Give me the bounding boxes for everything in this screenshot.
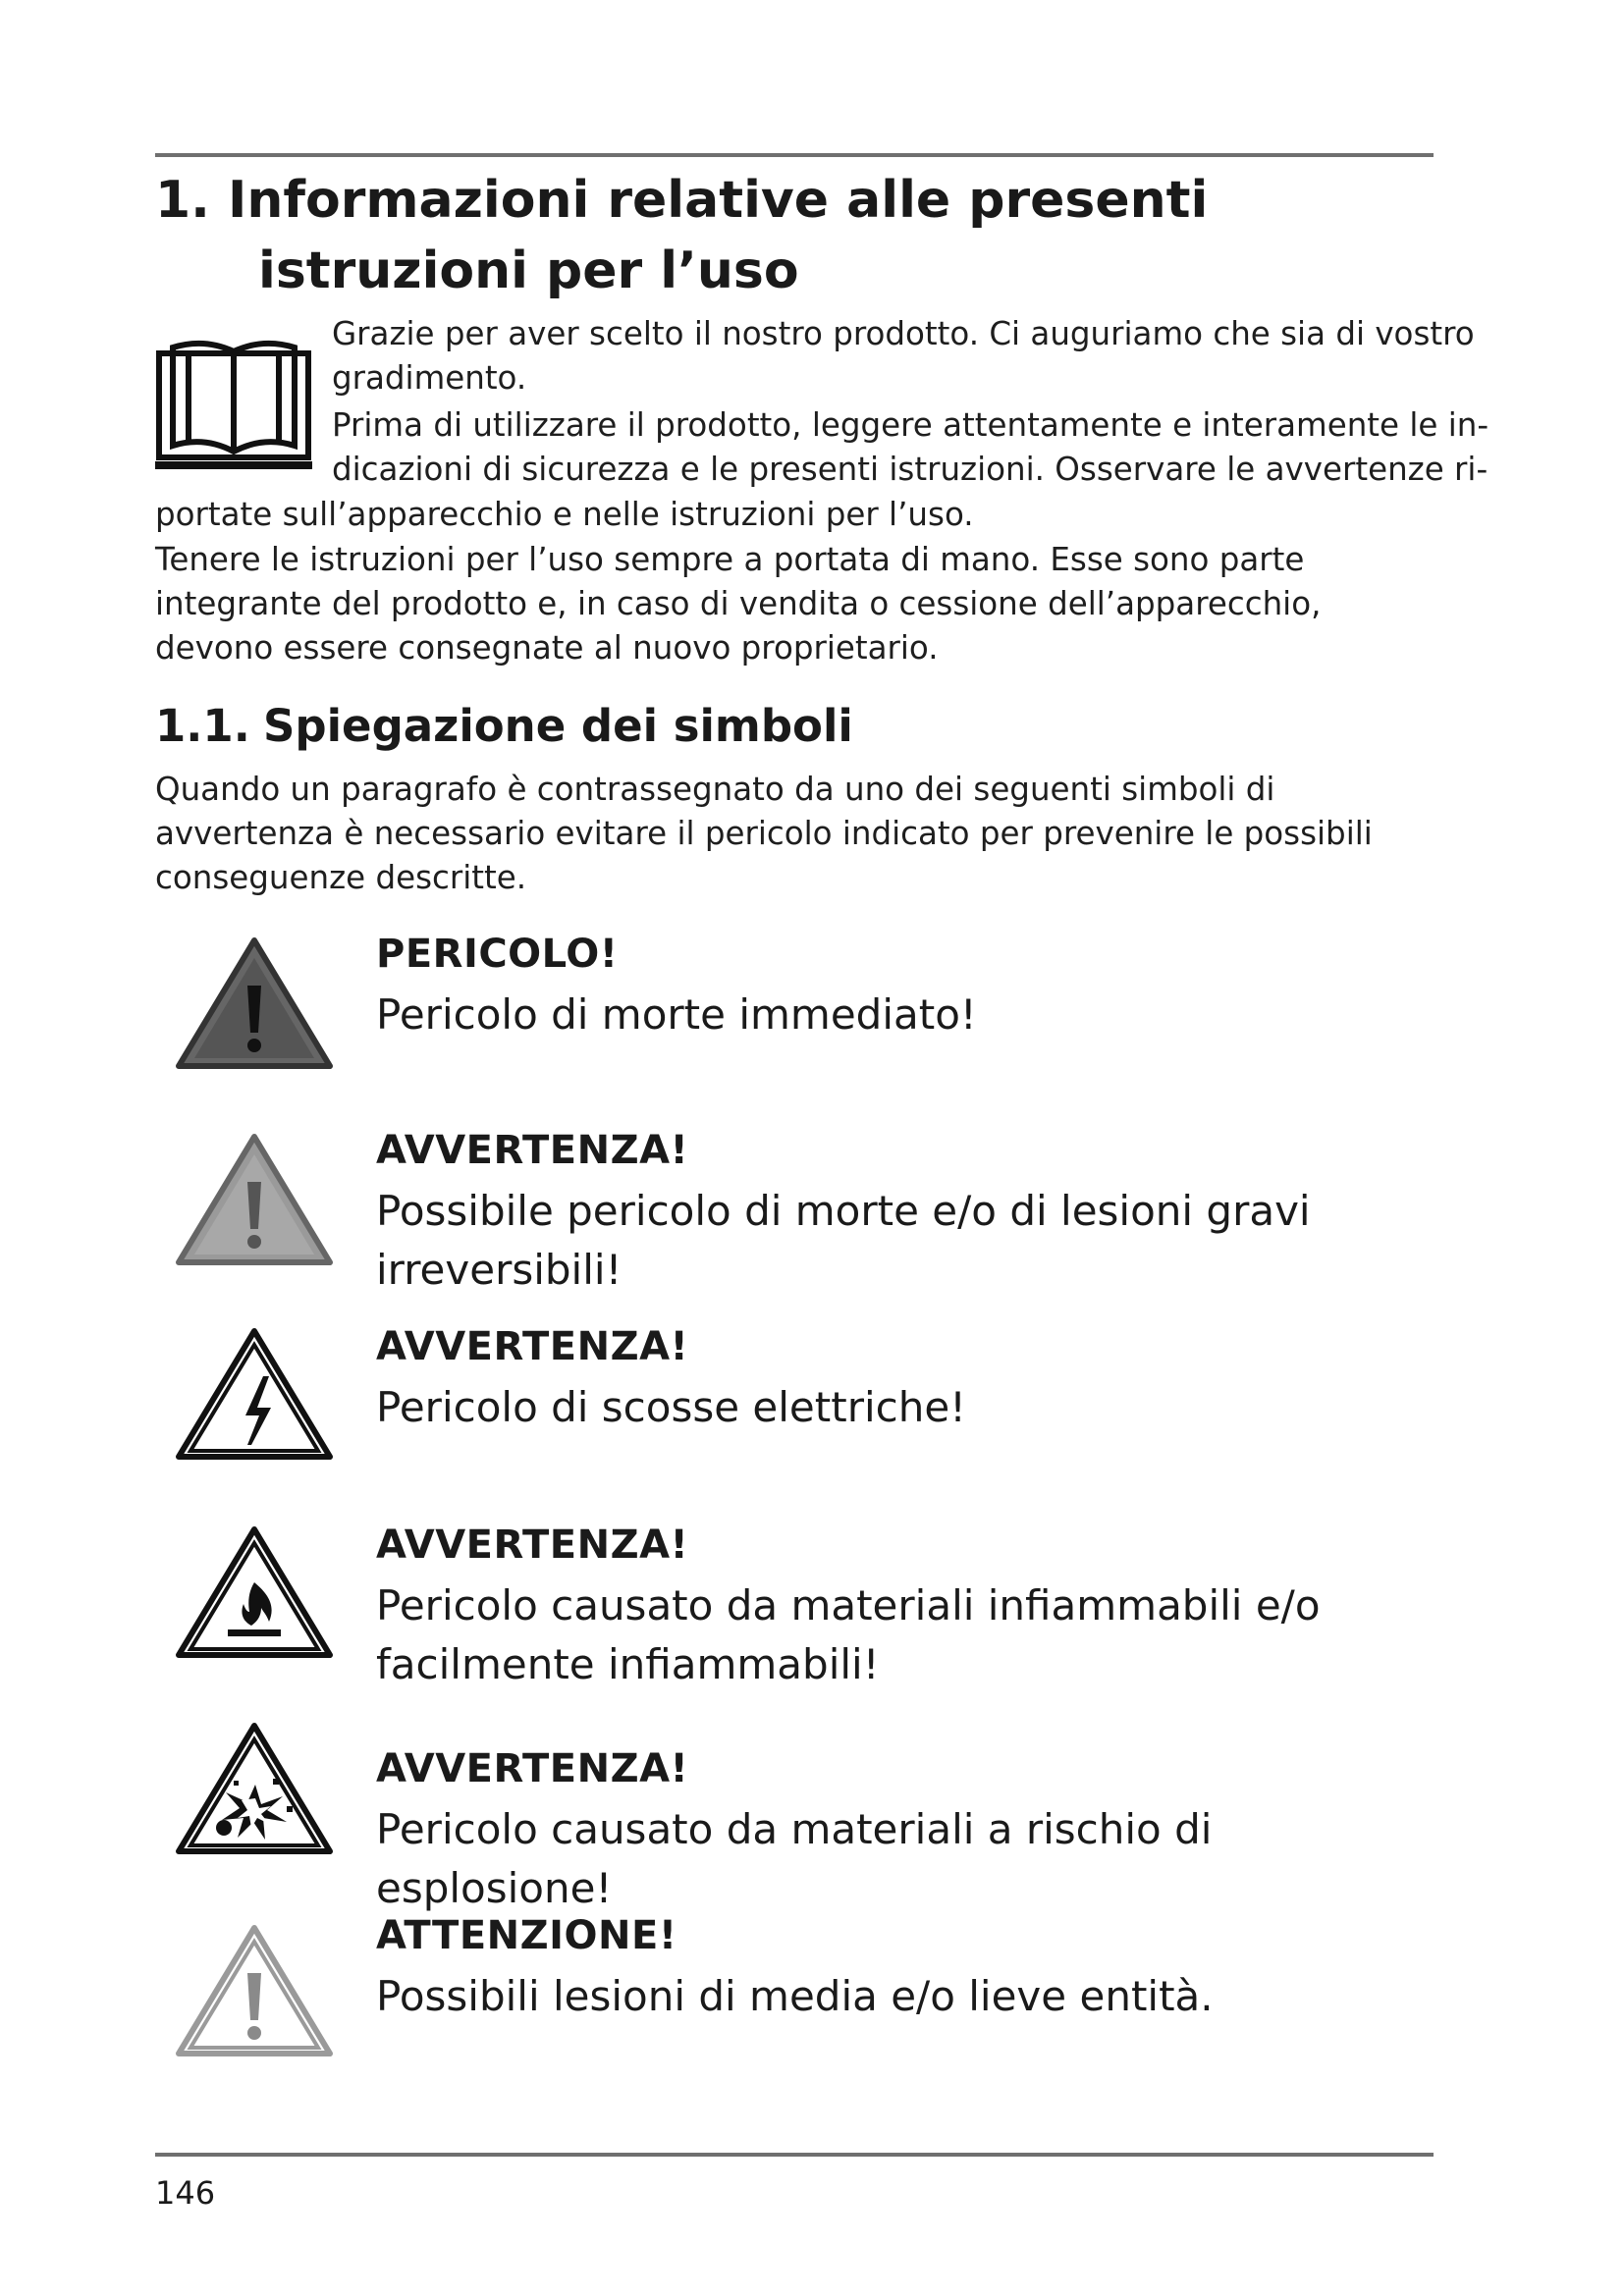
danger-triangle-icon [173,934,336,1072]
intro-line-5: portate sull’apparecchio e nelle istruzioni per l’uso. [155,496,974,533]
section-1-1-heading [155,697,853,756]
electric-shock-icon [173,1325,336,1463]
section-1-number: 1. [155,171,210,230]
explosive-icon [173,1720,336,1857]
intro-line-2: gradimento. [332,359,527,397]
intro-line-1: Grazie per aver scelto il nostro prodotto. Ci auguriamo che sia di vostro [332,315,1475,352]
symbol-1-title: PERICOLO! [376,932,619,977]
symbol-3-title: AVVERTENZA! [376,1324,689,1369]
section-1-heading [155,165,1208,236]
symbol-4-title: AVVERTENZA! [376,1522,689,1568]
symbol-6-title: ATTENZIONE! [376,1913,677,1958]
intro-line-4: dicazioni di sicurezza e le presenti istruzioni. Osservare le avvertenze ri- [332,451,1489,488]
page-number: 146 [155,2174,216,2212]
symbol-6-text: Possibili lesioni di media e/o lieve entità. [376,1972,1214,2020]
section-1-paragraph: Tenere le istruzioni per l’uso sempre a portata di mano. Esse sono parte integrante del prodotto e, in caso di vendita o cessione dell’apparecchio, devono essere consegnate al nuovo proprietario. [155,541,1322,667]
symbol-4-text: Pericolo causato da materiali infiammabili e/o facilmente infiammabili! [376,1581,1321,1688]
symbol-3-text: Pericolo di scosse elettriche! [376,1383,967,1431]
section-1-1-number: 1.1. [155,700,250,752]
symbol-5-text: Pericolo causato da materiali a rischio di esplosione! [376,1805,1213,1912]
section-1-title-line2: istruzioni per l’uso [258,241,799,300]
intro-line-3: Prima di utilizzare il prodotto, leggere attentamente e interamente le in- [332,406,1489,444]
symbol-2-text: Possibile pericolo di morte e/o di lesioni gravi irreversibili! [376,1187,1311,1294]
read-manual-icon [155,330,312,473]
flammable-icon [173,1523,336,1661]
section-1-1-paragraph: Quando un paragrafo è contrassegnato da uno dei seguenti simboli di avvertenza è necessario evitare il pericolo indicato per prevenire le possibili conseguenze descritte. [155,771,1373,896]
symbol-1-text: Pericolo di morte immediato! [376,990,977,1039]
caution-triangle-icon [173,1922,336,2059]
top-rule [155,153,1434,157]
symbol-5-title: AVVERTENZA! [376,1746,689,1791]
symbol-2-title: AVVERTENZA! [376,1128,689,1173]
section-1-title-line1: Informazioni relative alle presenti [228,171,1209,230]
section-1-1-title: Spiegazione dei simboli [263,700,853,752]
bottom-rule [155,2153,1434,2157]
warning-triangle-icon [173,1131,336,1268]
